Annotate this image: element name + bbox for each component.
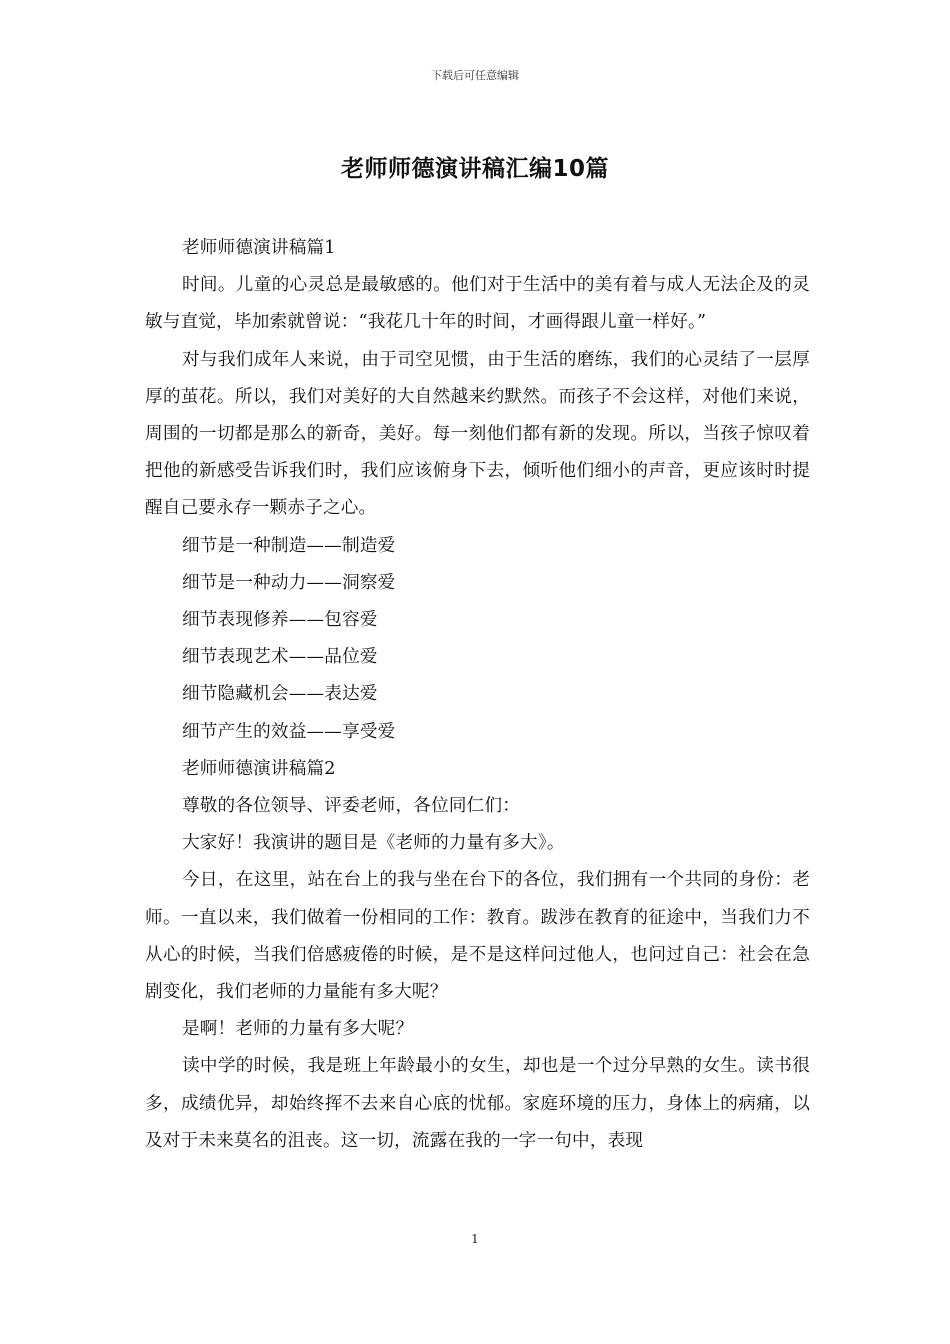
list-line: 细节产生的效益——享受爱 [181, 721, 396, 742]
paragraph: 时间。儿童的心灵总是最敏感的。他们对于生活中的美有着与成人无法企及的灵敏与直觉，毕加索就曾说：“我花几十年的时间，才画得跟儿童一样好。” [145, 275, 810, 333]
paragraph: 大家好！我演讲的题目是《老师的力量有多大》。 [181, 833, 565, 854]
list-line: 细节表现艺术——品位爱 [181, 647, 378, 668]
list-line: 细节是一种制造——制造爱 [181, 535, 396, 556]
document-body [145, 230, 810, 1160]
section-heading: 老师师德演讲稿篇2 [181, 758, 336, 779]
paragraph: 读中学的时候，我是班上年龄最小的女生，却也是一个过分早熟的女生。读书很多，成绩优异，却始终挥不去来自心底的忧郁。家庭环境的压力，身体上的病痛，以及对于未来莫名的沮丧。这一切，流露在我的一字一句中，表现 [145, 1056, 810, 1151]
section-heading: 老师师德演讲稿篇1 [181, 238, 336, 258]
paragraph: 今日，在这里，站在台上的我与坐在台下的各位，我们拥有一个共同的身份：老师。一直以来，我们做着一份相同的工作：教育。跋涉在教育的征途中，当我们力不从心的时候，当我们倍感疲倦的时候，是不是这样问过他人，也问过自己：社会在急剧变化，我们老师的力量能有多大呢？ [145, 870, 810, 1003]
paragraph: 是啊！老师的力量有多大呢？ [181, 1019, 414, 1040]
paragraph: 尊敬的各位领导、评委老师，各位同仁们： [181, 796, 521, 817]
list-line: 细节表现修养——包容爱 [181, 610, 378, 631]
header-note: 下载后可任意编辑 [431, 69, 519, 82]
page-number: 1 [471, 1232, 479, 1246]
document-title: 老师师德演讲稿汇编10篇 [340, 156, 609, 182]
list-line: 细节是一种动力——洞察爱 [181, 572, 396, 593]
paragraph: 对与我们成年人来说，由于司空见惯，由于生活的磨练，我们的心灵结了一层厚厚的茧花。所以，我们对美好的大自然越来约默然。而孩子不会这样，对他们来说，周围的一切都是那么的新奇，美好。每一刻他们都有新的发现。所以，当孩子惊叹着把他的新感受告诉我们时，我们应该俯身下去，倾听他们细小的声音，更应该时时提醒自己要永存一颗赤子之心。 [145, 349, 810, 519]
list-line: 细节隐藏机会——表达爱 [181, 684, 378, 705]
